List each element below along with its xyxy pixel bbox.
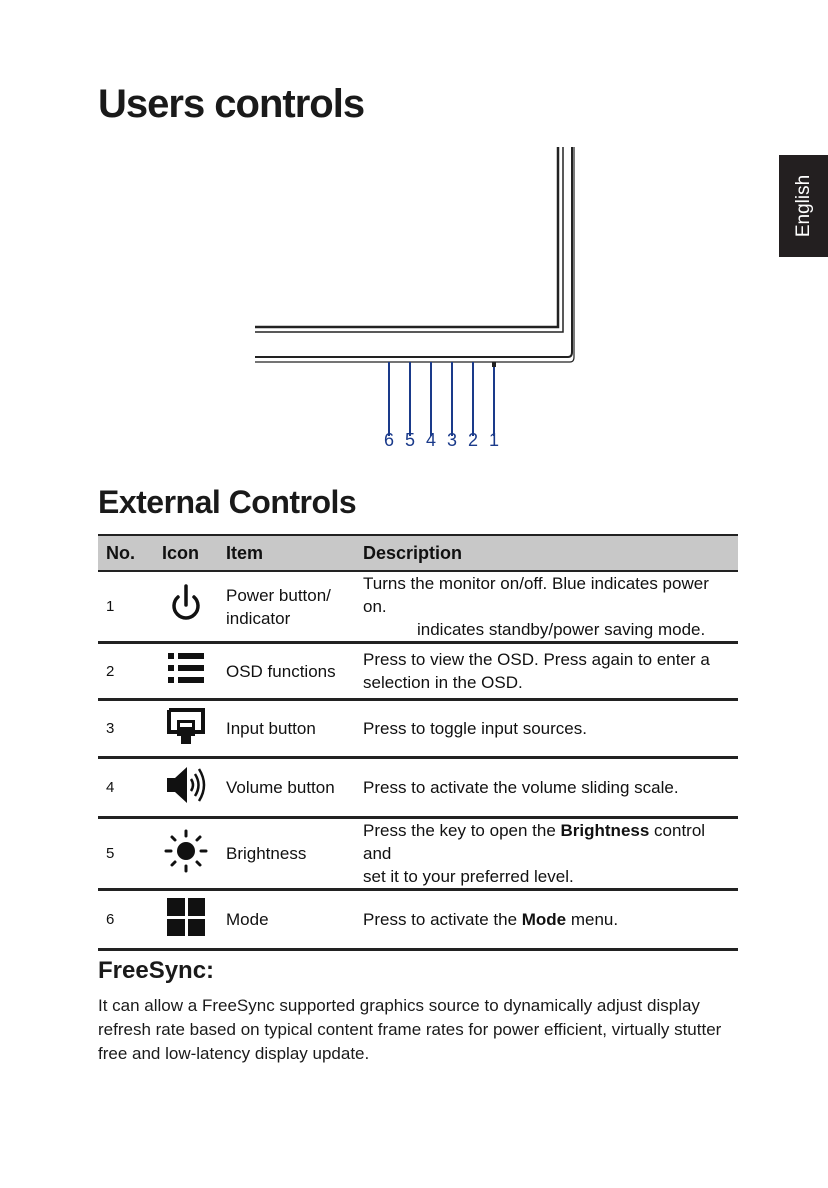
section-title: External Controls [98, 484, 357, 520]
row-description [355, 818, 738, 890]
table-header-row [98, 535, 738, 571]
row-item-line2: indicator [226, 608, 291, 628]
monitor-inner-bezel [255, 147, 558, 327]
row-description: Press to activate the volume sliding scale. [355, 758, 738, 818]
header-description: Description [355, 535, 738, 571]
table-row [98, 818, 738, 890]
freesync-title: FreeSync: [98, 957, 215, 984]
desc-text: Press to activate the [363, 910, 522, 929]
table-row [98, 758, 738, 818]
row-desc-line2: selection in the OSD. [363, 673, 523, 692]
power-icon [154, 571, 218, 643]
row-item: Input button [218, 700, 355, 758]
diagram-label-5: 5 [404, 430, 415, 450]
monitor-bezel-line [255, 147, 563, 332]
monitor-outer-edge [255, 147, 572, 357]
input-source-icon [154, 700, 218, 758]
diagram-label-1: 1 [488, 430, 499, 450]
monitor-diagram [250, 140, 580, 440]
row-item [218, 571, 355, 643]
header-item: Item [218, 535, 355, 571]
diagram-label-4: 4 [425, 430, 436, 450]
page-title: Users controls [98, 82, 365, 126]
row-description [355, 890, 738, 950]
row-number: 4 [98, 758, 154, 818]
volume-icon [154, 758, 218, 818]
desc-text: control and [363, 821, 706, 863]
desc-text: menu. [566, 910, 619, 929]
language-tab-label: English [792, 174, 814, 238]
row-item: OSD functions [218, 643, 355, 700]
desc-text: Press the key to open the [363, 821, 561, 840]
row-desc-line2: indicates standby/power saving mode. [417, 620, 706, 639]
monitor-back-edge [255, 147, 574, 362]
diagram-label-3: 3 [446, 430, 457, 450]
diagram-label-2: 2 [467, 430, 478, 450]
mode-grid-icon [154, 890, 218, 950]
row-desc-line1: Turns the monitor on/off. Blue indicates power on. [363, 574, 709, 616]
table-row [98, 700, 738, 758]
row-number: 5 [98, 818, 154, 890]
controls-table [98, 534, 738, 951]
table-row [98, 890, 738, 950]
row-item: Volume button [218, 758, 355, 818]
header-no: No. [98, 535, 154, 571]
row-description: Press to toggle input sources. [355, 700, 738, 758]
desc-bold-text: Mode [521, 910, 567, 929]
table-row [98, 571, 738, 643]
row-desc-line1: Press to view the OSD. Press again to enter a [363, 650, 710, 669]
freesync-body: It can allow a FreeSync supported graphics source to dynamically adjust display refresh rate based on typical content frame rates for power efficient, virtually stutter free and low-latency display update. [98, 996, 722, 1063]
row-number: 6 [98, 890, 154, 950]
language-tab [779, 155, 828, 257]
row-number: 2 [98, 643, 154, 700]
brightness-icon [154, 818, 218, 890]
menu-list-icon [154, 643, 218, 700]
header-icon: Icon [154, 535, 218, 571]
row-number: 3 [98, 700, 154, 758]
table-row [98, 643, 738, 700]
row-item-line1: Power button/ [226, 585, 331, 605]
row-number: 1 [98, 571, 154, 643]
row-item: Brightness [218, 818, 355, 890]
desc-bold-text: Brightness [560, 821, 650, 840]
row-desc-line2: set it to your preferred level. [363, 867, 574, 886]
diagram-label-6: 6 [383, 430, 394, 450]
row-description [355, 643, 738, 700]
power-led [492, 362, 496, 367]
row-desc-line1 [363, 819, 730, 865]
row-item: Mode [218, 890, 355, 950]
row-description [355, 571, 738, 643]
